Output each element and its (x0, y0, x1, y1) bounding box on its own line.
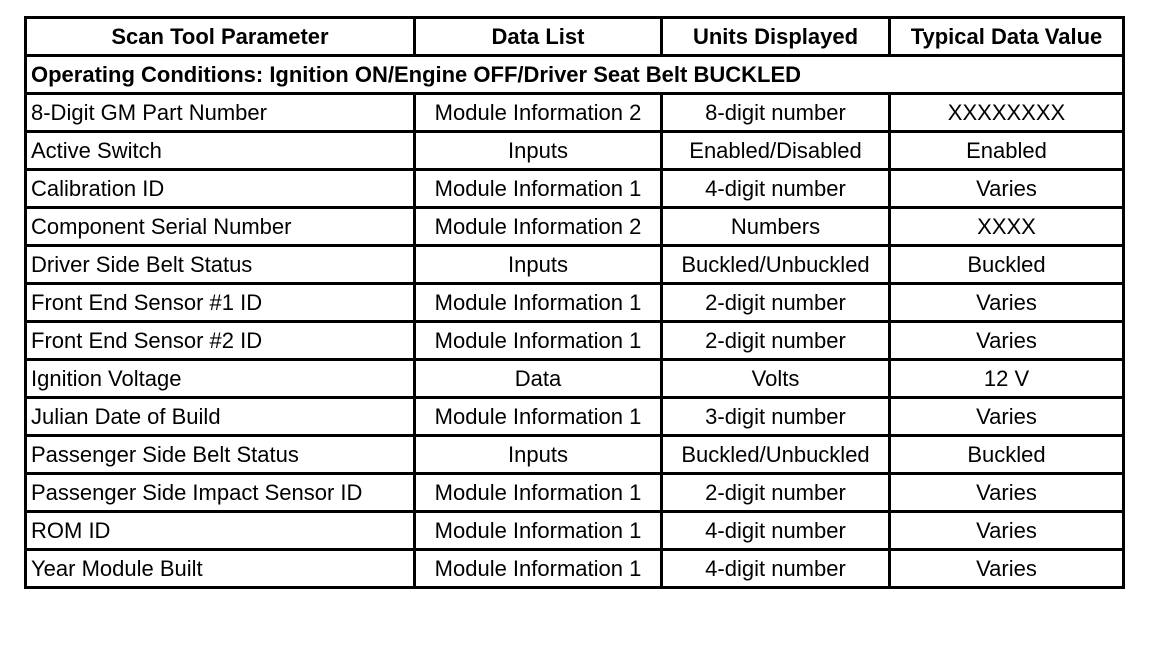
cell-typical-data-value: Varies (890, 512, 1124, 550)
cell-units-displayed: Buckled/Unbuckled (662, 246, 890, 284)
cell-typical-data-value: Varies (890, 550, 1124, 588)
table-body (26, 56, 1124, 588)
table-row (26, 208, 1124, 246)
cell-typical-data-value: Varies (890, 170, 1124, 208)
cell-data-list: Inputs (415, 246, 662, 284)
cell-units-displayed: 2-digit number (662, 284, 890, 322)
cell-units-displayed: 2-digit number (662, 322, 890, 360)
cell-data-list: Module Information 1 (415, 322, 662, 360)
table-row (26, 398, 1124, 436)
cell-data-list: Data (415, 360, 662, 398)
cell-data-list: Module Information 1 (415, 284, 662, 322)
header-typical-data-value: Typical Data Value (890, 18, 1124, 56)
cell-typical-data-value: Varies (890, 322, 1124, 360)
cell-scan-tool-parameter: Year Module Built (26, 550, 415, 588)
cell-units-displayed: Buckled/Unbuckled (662, 436, 890, 474)
cell-units-displayed: 2-digit number (662, 474, 890, 512)
cell-scan-tool-parameter: Component Serial Number (26, 208, 415, 246)
table-row (26, 322, 1124, 360)
cell-typical-data-value: XXXX (890, 208, 1124, 246)
cell-data-list: Module Information 1 (415, 512, 662, 550)
table-row (26, 474, 1124, 512)
cell-scan-tool-parameter: ROM ID (26, 512, 415, 550)
cell-typical-data-value: 12 V (890, 360, 1124, 398)
table-row (26, 436, 1124, 474)
cell-data-list: Module Information 1 (415, 170, 662, 208)
cell-data-list: Inputs (415, 436, 662, 474)
table-row (26, 284, 1124, 322)
cell-data-list: Module Information 1 (415, 474, 662, 512)
table-row (26, 512, 1124, 550)
cell-scan-tool-parameter: Passenger Side Belt Status (26, 436, 415, 474)
header-data-list: Data List (415, 18, 662, 56)
header-scan-tool-parameter: Scan Tool Parameter (26, 18, 415, 56)
cell-units-displayed: Enabled/Disabled (662, 132, 890, 170)
table-row (26, 94, 1124, 132)
cell-units-displayed: 4-digit number (662, 550, 890, 588)
cell-scan-tool-parameter: 8-Digit GM Part Number (26, 94, 415, 132)
cell-units-displayed: Numbers (662, 208, 890, 246)
header-row (26, 18, 1124, 56)
cell-data-list: Module Information 2 (415, 94, 662, 132)
cell-scan-tool-parameter: Front End Sensor #1 ID (26, 284, 415, 322)
cell-typical-data-value: Buckled (890, 436, 1124, 474)
operating-conditions-title: Operating Conditions: Ignition ON/Engine OFF/Driver Seat Belt BUCKLED (26, 56, 1124, 94)
cell-data-list: Module Information 1 (415, 550, 662, 588)
cell-typical-data-value: Varies (890, 474, 1124, 512)
cell-scan-tool-parameter: Active Switch (26, 132, 415, 170)
cell-typical-data-value: XXXXXXXX (890, 94, 1124, 132)
cell-scan-tool-parameter: Front End Sensor #2 ID (26, 322, 415, 360)
table-row (26, 246, 1124, 284)
table-row (26, 550, 1124, 588)
table-row (26, 132, 1124, 170)
cell-scan-tool-parameter: Julian Date of Build (26, 398, 415, 436)
cell-typical-data-value: Enabled (890, 132, 1124, 170)
cell-data-list: Inputs (415, 132, 662, 170)
cell-scan-tool-parameter: Driver Side Belt Status (26, 246, 415, 284)
cell-units-displayed: Volts (662, 360, 890, 398)
cell-units-displayed: 4-digit number (662, 170, 890, 208)
section-row (26, 56, 1124, 94)
cell-data-list: Module Information 2 (415, 208, 662, 246)
cell-data-list: Module Information 1 (415, 398, 662, 436)
header-units-displayed: Units Displayed (662, 18, 890, 56)
table-row (26, 360, 1124, 398)
table-row (26, 170, 1124, 208)
cell-units-displayed: 8-digit number (662, 94, 890, 132)
cell-typical-data-value: Varies (890, 398, 1124, 436)
cell-units-displayed: 3-digit number (662, 398, 890, 436)
cell-scan-tool-parameter: Calibration ID (26, 170, 415, 208)
cell-typical-data-value: Buckled (890, 246, 1124, 284)
cell-scan-tool-parameter: Passenger Side Impact Sensor ID (26, 474, 415, 512)
cell-typical-data-value: Varies (890, 284, 1124, 322)
cell-scan-tool-parameter: Ignition Voltage (26, 360, 415, 398)
scan-tool-data-sheet (24, 16, 1122, 589)
cell-units-displayed: 4-digit number (662, 512, 890, 550)
scan-tool-data-table (24, 16, 1125, 589)
